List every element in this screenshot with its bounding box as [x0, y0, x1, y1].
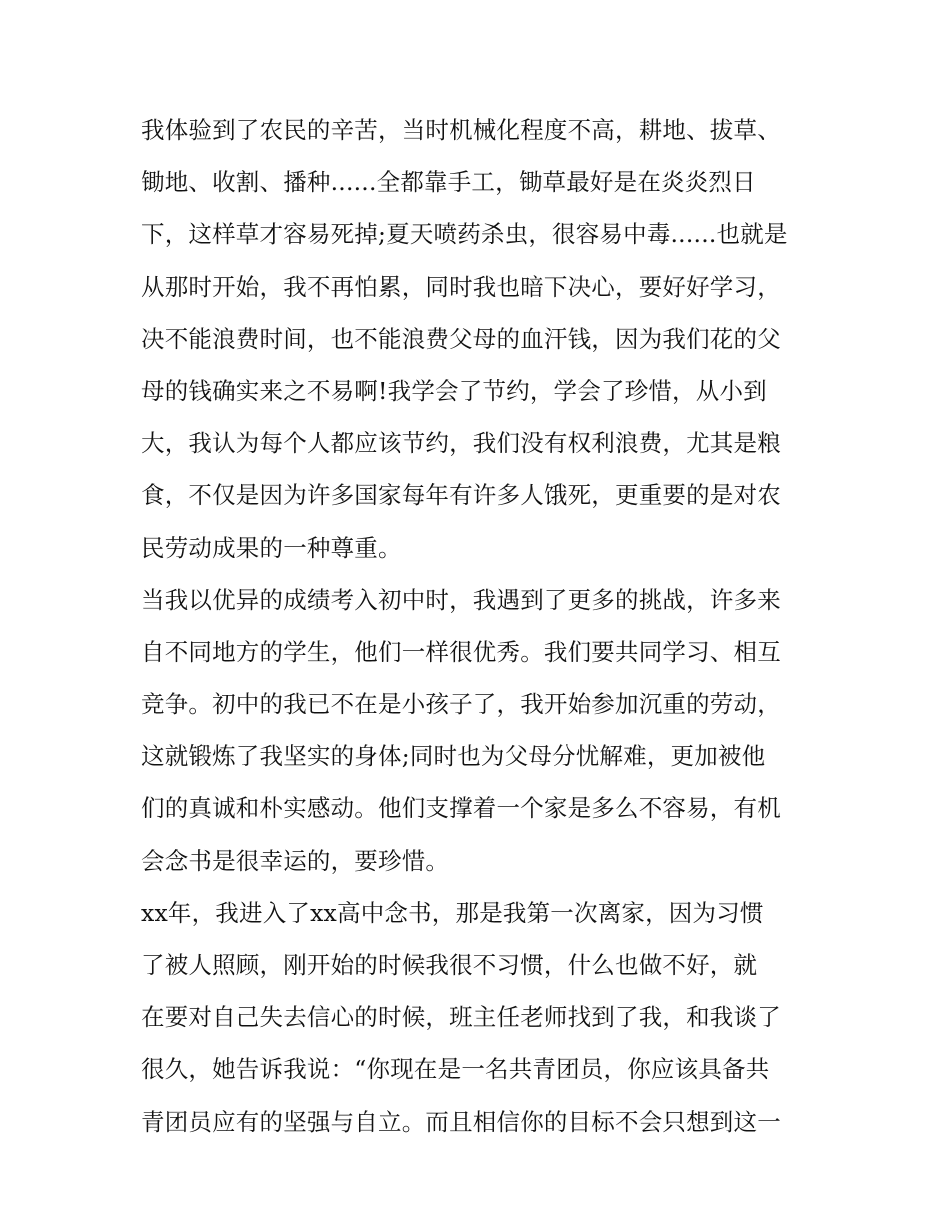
text-line: 这就锻炼了我坚实的身体;同时也为父母分忧解难，更加被他: [141, 742, 766, 771]
text-line: 我体验到了农民的辛苦，当时机械化程度不高，耕地、拔草、: [141, 116, 781, 144]
text-line: 们的真诚和朴实感动。他们支撑着一个家是多么不容易，有机: [141, 794, 781, 823]
text-line: 会念书是很幸运的，要珍惜。: [141, 846, 450, 875]
text-line: 在要对自己失去信心的时候，班主任老师找到了我，和我谈了: [141, 1003, 781, 1032]
text-line: 民劳动成果的一种尊重。: [141, 533, 402, 562]
text-line: 当我以优异的成绩考入初中时，我遇到了更多的挑战，许多来: [141, 585, 781, 614]
text-line: 食，不仅是因为许多国家每年有许多人饿死，更重要的是对农: [141, 481, 781, 510]
text-line: 竞争。初中的我已不在是小孩子了，我开始参加沉重的劳动，: [141, 690, 781, 719]
text-line: 很久，她告诉我说：“你现在是一名共青团员，你应该具备共: [141, 1055, 770, 1084]
text-line: 锄地、收割、播种......全都靠手工，锄草最好是在炎炎烈日: [141, 168, 756, 197]
text-line: 大，我认为每个人都应该节约，我们没有权利浪费，尤其是粮: [141, 429, 781, 458]
text-line: 母的钱确实来之不易啊!我学会了节约，学会了珍惜，从小到: [141, 376, 767, 405]
text-line: 决不能浪费时间，也不能浪费父母的血汗钱，因为我们花的父: [141, 324, 781, 353]
text-line: xx年，我进入了xx高中念书，那是我第一次离家，因为习惯: [141, 898, 764, 927]
text-line: 了被人照顾，刚开始的时候我很不习惯，什么也做不好，就: [141, 951, 758, 979]
text-line: 青团员应有的坚强与自立。而且相信你的目标不会只想到这一: [141, 1107, 781, 1136]
body-text: [141, 104, 821, 1148]
text-line: 自不同地方的学生，他们一样很优秀。我们要共同学习、相互: [141, 637, 781, 666]
text-line: 下，这样草才容易死掉;夏天喷药杀虫，很容易中毒......也就是: [141, 220, 788, 249]
text-line: 从那时开始，我不再怕累，同时我也暗下决心，要好好学习，: [141, 272, 781, 301]
